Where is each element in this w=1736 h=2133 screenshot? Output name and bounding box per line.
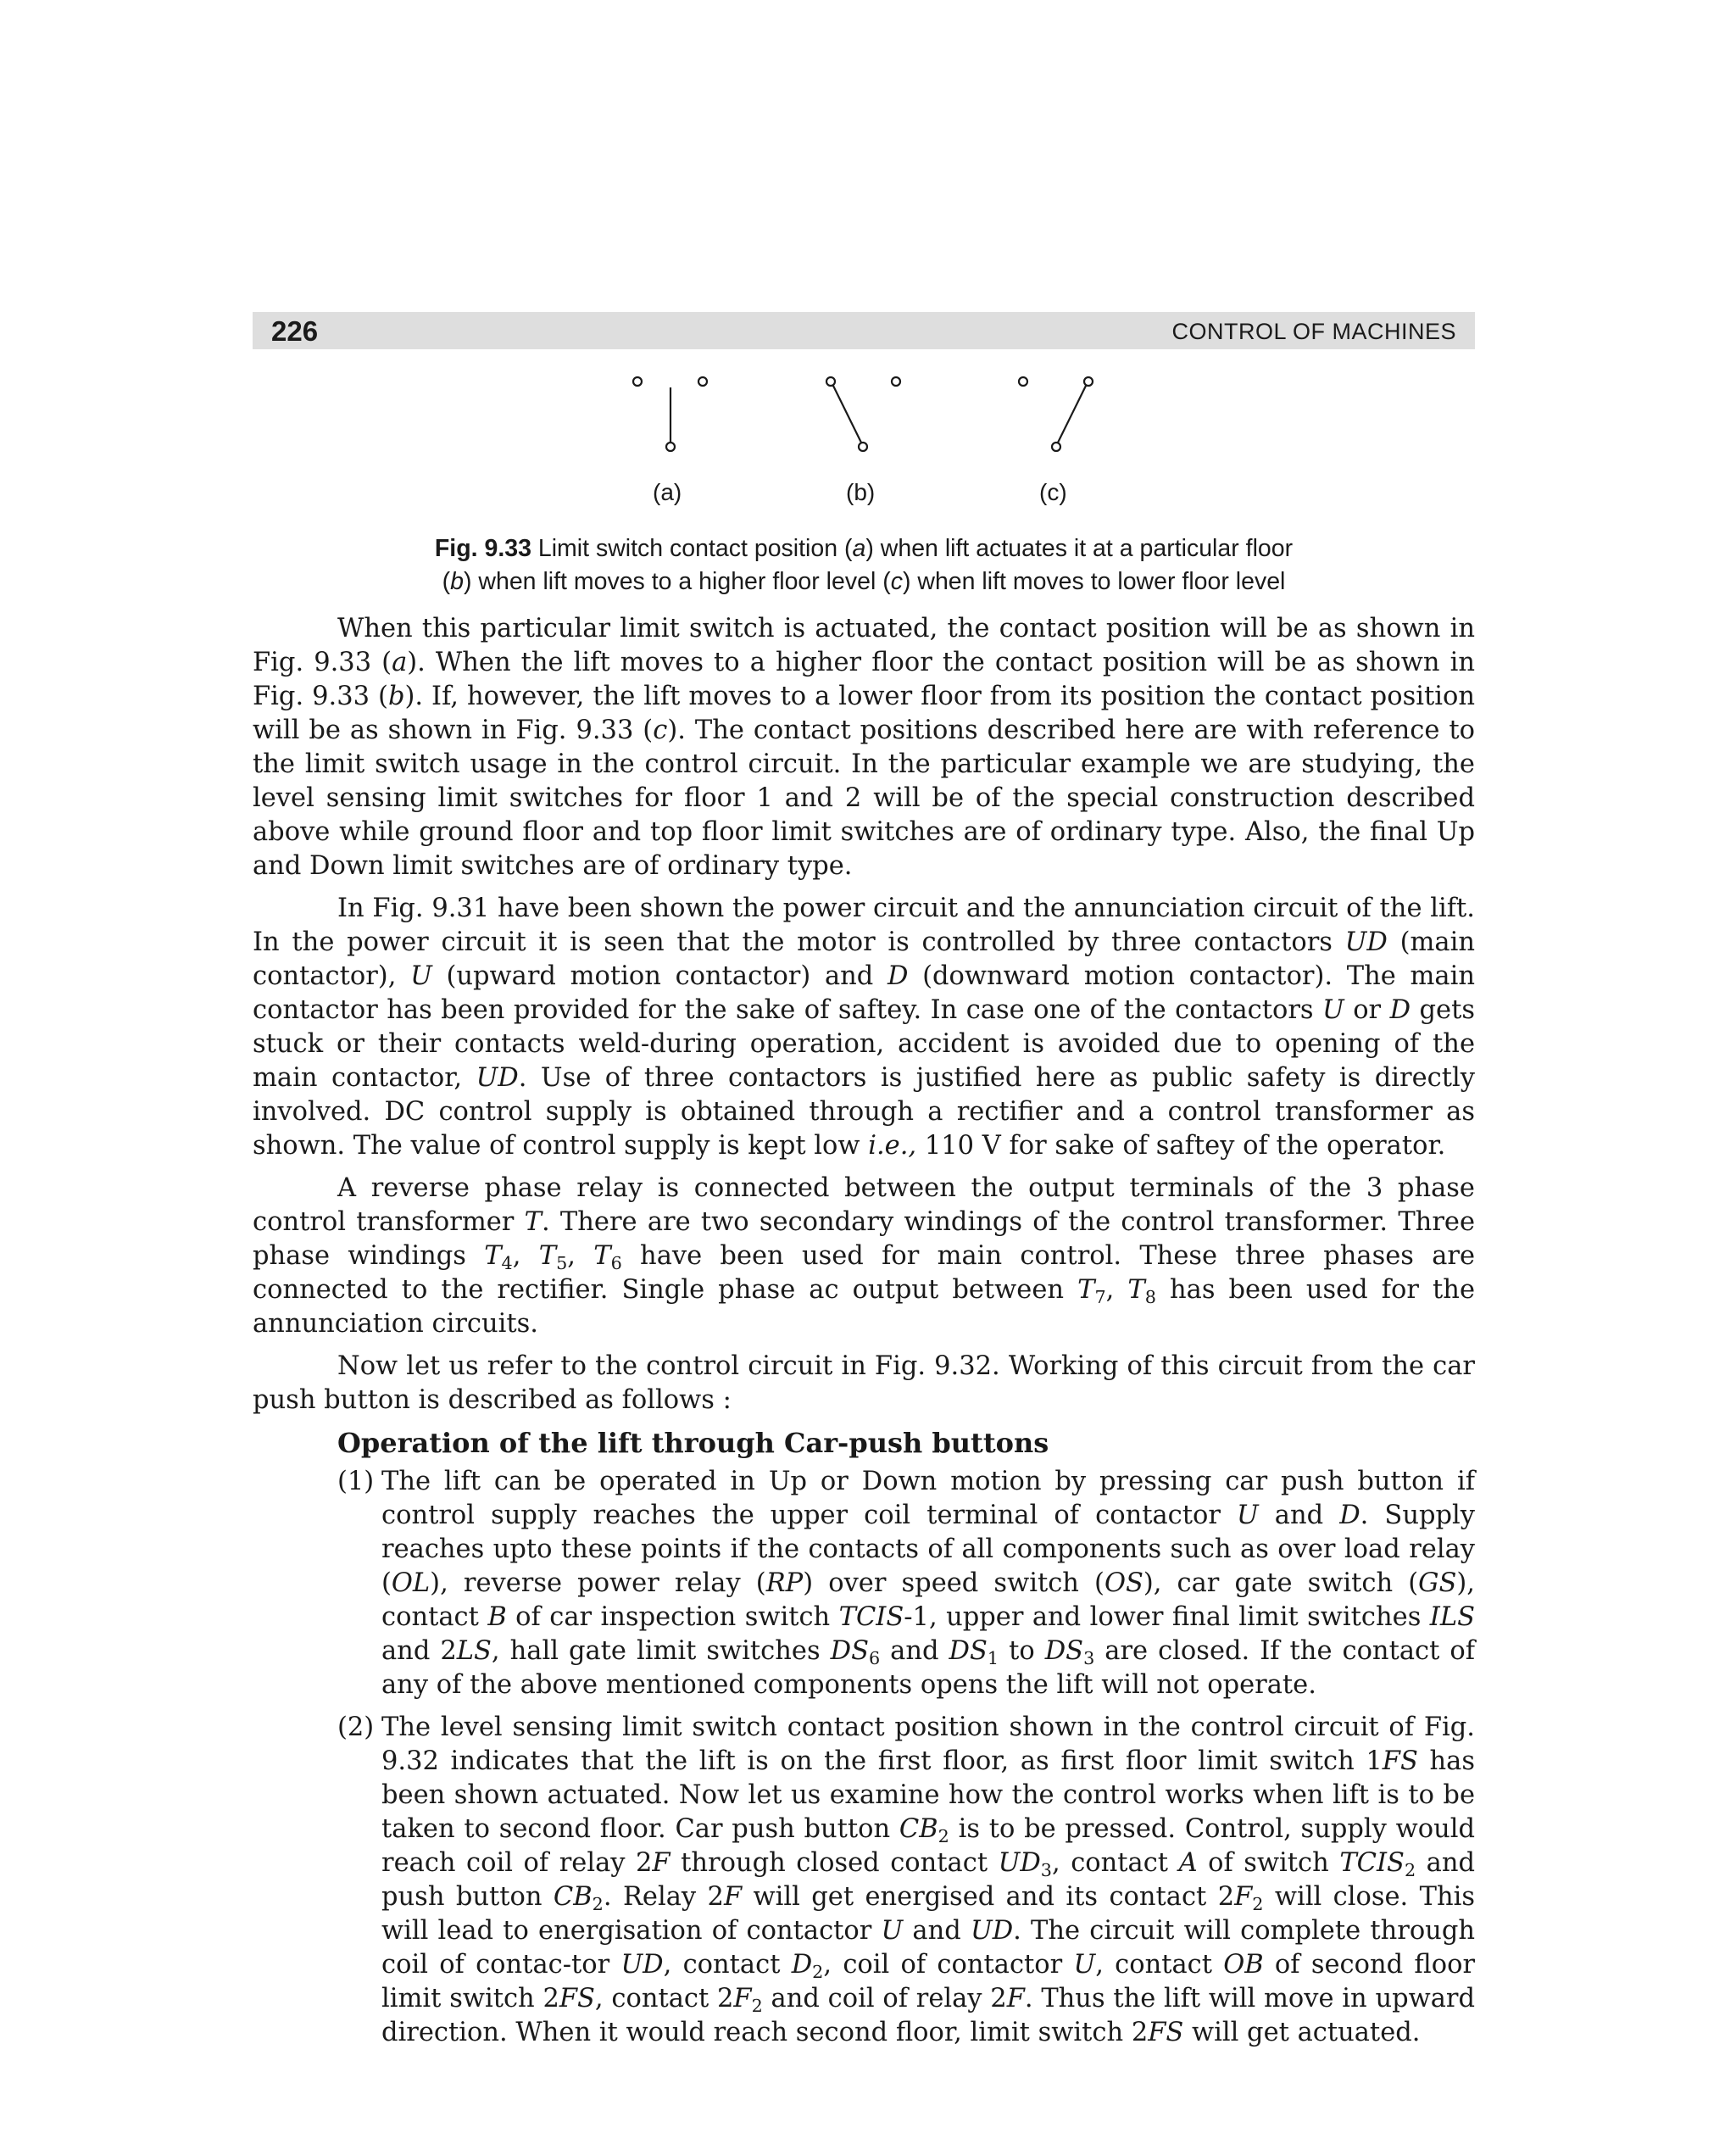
paragraph: Now let us refer to the control circuit in Fig. 9.32. Working of this circuit from the car push button is described as follows : bbox=[253, 1351, 1475, 1415]
numbered-list bbox=[253, 1465, 1475, 2050]
limit-switch-diagram bbox=[593, 365, 1153, 475]
switch-a-terminal-left bbox=[633, 377, 642, 386]
caption-line-1: Limit switch contact position (a) when lift actuates it at a particular floor bbox=[531, 535, 1294, 562]
switch-b-terminal-left bbox=[826, 377, 835, 386]
switch-b-contact-arm bbox=[833, 386, 861, 443]
paragraph: When this particular limit switch is actuated, the contact position will be as shown in Fig. 9.33 (a). When the lift moves to a higher floor the contact position will be as shown in Fig. 9.33 (b). If, however, the lift moves to a lower floor from its position the contact position will be as shown in Fig. 9.33 (c). The contact positions described here are with reference to the limit switch usage in the control circuit. In the particular example we are studying, the level sensing limit switches for floor 1 and 2 will be of the special construction described above while ground floor and top floor limit switches are of ordinary type. Also, the final Up and Down limit switches are of ordinary type. bbox=[253, 614, 1475, 881]
page-header bbox=[253, 312, 1475, 349]
switch-a-pivot bbox=[666, 443, 675, 451]
body-text bbox=[253, 612, 1475, 2058]
paragraph: In Fig. 9.31 have been shown the power circuit and the annunciation circuit of the lift. In the power circuit it is seen that the motor is controlled by three contactors UD (main contactor), U (upward motion contactor) and D (downward motion contactor). The main contactor has been provided for the sake of saftey. In case one of the contactors U or D gets stuck or their contacts weld-during operation, accident is avoided due to opening of the main contactor, UD. Use of three contactors is justified here as public safety is directly involved. DC control supply is obtained through a rectifier and a control transformer as shown. The value of control supply is kept low i.e., 110 V for sake of saftey of the operator. bbox=[253, 894, 1475, 1161]
figure-label-a: (a) bbox=[653, 479, 682, 505]
figure-label-c: (c) bbox=[1039, 479, 1067, 505]
list-item bbox=[253, 1465, 1475, 1702]
switch-b-pivot bbox=[859, 443, 867, 451]
list-item-text: The lift can be operated in Up or Down motion by pressing car push button if control supply reaches the upper coil terminal of contactor U and D. Supply reaches upto these points if the contacts of all components such as over load relay (OL), reverse power relay (RP) over speed switch (OS), car gate switch (GS), contact B of car inspection switch TCIS-1, upper and lower final limit switches ILS and 2LS, hall gate limit switches $DS_6$ and $DS_1$ to $DS_3$ are closed. If the contact of any of the above mentioned components opens the lift will not operate. bbox=[381, 1467, 1476, 1700]
switch-c-terminal-right bbox=[1084, 377, 1093, 386]
switch-a-terminal-right bbox=[698, 377, 707, 386]
switch-c-terminal-left bbox=[1019, 377, 1027, 386]
list-item-number: (2) bbox=[337, 1713, 375, 1742]
paragraph: A reverse phase relay is connected between the output terminals of the 3 phase control transformer T. There are two secondary windings of the control transformer. Three phase windings $T_4$, $T_5$, $T_6$ have been used for main control. These three phases are connected to the rectifier. Single phase ac output between $T_7$, $T_8$ has been used for the annunciation circuits. bbox=[253, 1173, 1476, 1339]
caption-line-2: (b) when lift moves to a higher floor level (c) when lift moves to lower floor level bbox=[442, 568, 1286, 595]
list-item-number: (1) bbox=[337, 1467, 375, 1496]
section-heading: Operation of the lift through Car-push buttons bbox=[337, 1427, 1049, 1459]
running-head: CONTROL OF MACHINES bbox=[1171, 319, 1456, 344]
page-number: 226 bbox=[271, 315, 319, 347]
list-item bbox=[253, 1711, 1475, 2050]
figure-number: Fig. 9.33 bbox=[434, 535, 531, 562]
switch-c-contact-arm bbox=[1058, 386, 1086, 443]
list-item-text: The level sensing limit switch contact position shown in the control circuit of Fig. 9.32 indicates that the lift is on the first floor, as first floor limit switch 1FS has been shown actuated. Now let us examine how the control works when lift is to be taken to second floor. Car push button $CB_2$ is to be pressed. Control, supply would reach coil of relay 2F through closed contact $UD_3$, contact A of switch $TCIS_2$ and push button $CB_2$. Relay 2F will get energised and its contact $2F_2$ will close. This will lead to energisation of contactor U and UD. The circuit will complete through coil of contac-tor UD, contact $D_2$, coil of contactor U, contact OB of second floor limit switch 2FS, contact $2F_2$ and coil of relay 2F. Thus the lift will move in upward direction. When it would reach second floor, limit switch 2FS will get actuated. bbox=[381, 1713, 1476, 2047]
figure-label-b: (b) bbox=[846, 479, 876, 505]
switch-c-pivot bbox=[1052, 443, 1060, 451]
figure-caption bbox=[253, 532, 1475, 599]
switch-b-terminal-right bbox=[892, 377, 900, 386]
